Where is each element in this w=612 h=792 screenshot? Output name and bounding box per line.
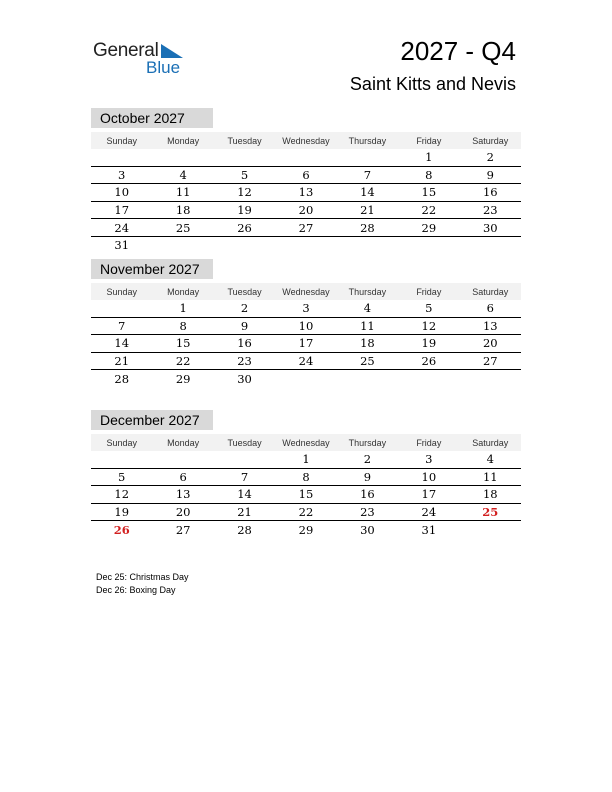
country-subtitle: Saint Kitts and Nevis [349,74,516,94]
empty-day-cell [398,236,459,253]
holiday-day-cell: 26 [113,522,130,537]
day-cell: 26 [214,219,275,237]
day-cell: 4 [152,166,213,184]
day-cell: 2 [337,451,398,468]
day-cell: 28 [337,219,398,237]
empty-day-cell [91,300,152,317]
day-cell: 3 [91,166,152,184]
logo-blue-text: Blue [146,58,181,77]
day-cell: 1 [152,300,213,317]
week-row [91,521,521,538]
day-cell: 16 [460,184,521,202]
day-cell: 29 [175,371,191,386]
day-cell: 4 [460,451,521,468]
holiday-note: Dec 25: Christmas Day [96,572,189,582]
day-cell: 22 [398,201,459,219]
month-october [91,108,521,254]
week-row [91,149,521,166]
empty-day-cell [152,236,213,253]
week-row [91,300,521,317]
day-cell: 5 [214,166,275,184]
empty-day-cell [398,370,459,387]
empty-day-cell [337,370,398,387]
day-cell: 31 [421,522,437,537]
empty-day-cell [214,149,275,166]
day-cell: 21 [91,352,152,370]
empty-day-cell [91,149,152,166]
day-cell: 8 [275,468,336,486]
empty-day-cell [275,370,336,387]
day-cell: 7 [214,468,275,486]
day-cell: 19 [214,201,275,219]
weekday-label: Wednesday [275,132,336,149]
day-cell: 21 [337,201,398,219]
day-cell: 15 [275,486,336,504]
weekday-label: Friday [398,434,459,451]
empty-day-cell [337,149,398,166]
day-cell: 5 [398,300,459,317]
weekday-label: Saturday [460,132,521,149]
calendar-grid [91,434,521,538]
day-cell: 15 [398,184,459,202]
day-cell: 24 [275,352,336,370]
day-cell: 11 [152,184,213,202]
weekday-header-row [91,283,521,300]
logo [93,40,193,80]
day-cell: 9 [460,166,521,184]
day-cell: 13 [460,317,521,335]
day-cell: 20 [460,335,521,353]
day-cell: 16 [337,486,398,504]
day-cell: 11 [460,468,521,486]
day-cell: 12 [214,184,275,202]
day-cell: 27 [275,219,336,237]
day-cell: 31 [114,238,130,253]
day-cell: 28 [237,522,252,537]
weekday-header-row [91,132,521,149]
logo-triangle-icon [161,44,183,58]
day-cell: 14 [91,335,152,353]
weekday-label: Sunday [91,283,152,300]
day-cell: 29 [398,219,459,237]
day-cell: 30 [360,522,375,537]
weekday-label: Wednesday [275,283,336,300]
day-cell: 3 [398,451,459,468]
empty-day-cell [337,236,398,253]
day-cell: 7 [337,166,398,184]
day-cell: 6 [152,468,213,486]
day-cell: 9 [214,317,275,335]
day-cell: 1 [398,149,459,166]
weekday-label: Sunday [91,434,152,451]
day-cell: 17 [398,486,459,504]
calendar-grid [91,283,521,387]
logo-general-text: General [93,40,159,61]
day-cell: 2 [460,149,521,166]
day-cell: 7 [91,317,152,335]
week-row [91,236,521,253]
week-row [91,468,521,486]
day-cell: 10 [398,468,459,486]
month-title: November 2027 [91,259,213,279]
day-cell: 20 [152,503,213,521]
day-cell: 14 [337,184,398,202]
week-row [91,184,521,202]
day-cell: 20 [275,201,336,219]
empty-day-cell [275,236,336,253]
weekday-label: Thursday [337,434,398,451]
empty-day-cell [460,236,521,253]
empty-day-cell [275,149,336,166]
day-cell: 1 [275,451,336,468]
holiday-note: Dec 26: Boxing Day [96,584,176,595]
week-row [91,503,521,521]
day-cell: 23 [460,201,521,219]
day-cell: 24 [398,503,459,521]
empty-day-cell [152,451,213,468]
day-cell: 18 [460,486,521,504]
day-cell: 10 [275,317,336,335]
day-cell: 6 [460,300,521,317]
weekday-label: Thursday [337,132,398,149]
week-row [91,166,521,184]
day-cell: 23 [337,503,398,521]
empty-day-cell [460,521,521,538]
day-cell: 22 [275,503,336,521]
day-cell: 17 [275,335,336,353]
day-cell: 15 [152,335,213,353]
week-row [91,370,521,387]
day-cell: 8 [398,166,459,184]
day-cell: 19 [91,503,152,521]
day-cell: 12 [398,317,459,335]
holiday-notes [96,571,189,596]
weekday-label: Friday [398,283,459,300]
weekday-label: Monday [152,434,213,451]
day-cell: 28 [114,371,130,386]
day-cell: 18 [337,335,398,353]
day-cell: 22 [152,352,213,370]
day-cell: 4 [337,300,398,317]
day-cell: 9 [337,468,398,486]
day-cell: 2 [214,300,275,317]
day-cell: 24 [91,219,152,237]
weekday-label: Tuesday [214,283,275,300]
day-cell: 30 [237,371,252,386]
day-cell: 19 [398,335,459,353]
day-cell: 29 [298,522,314,537]
weekday-label: Monday [152,283,213,300]
day-cell: 13 [275,184,336,202]
day-cell: 18 [152,201,213,219]
day-cell: 16 [214,335,275,353]
weekday-label: Friday [398,132,459,149]
day-cell: 12 [91,486,152,504]
weekday-label: Saturday [460,434,521,451]
day-cell: 10 [91,184,152,202]
week-row [91,201,521,219]
week-row [91,219,521,237]
day-cell: 27 [175,522,191,537]
week-row [91,317,521,335]
week-row [91,335,521,353]
month-title: October 2027 [91,108,213,128]
empty-day-cell [460,370,521,387]
day-cell: 8 [152,317,213,335]
day-cell: 17 [91,201,152,219]
calendar-grid [91,132,521,254]
day-cell: 13 [152,486,213,504]
weekday-header-row [91,434,521,451]
page-title: 2027 - Q4 [400,36,516,66]
month-november [91,259,521,387]
week-row [91,352,521,370]
day-cell: 6 [275,166,336,184]
weekday-label: Saturday [460,283,521,300]
day-cell: 23 [214,352,275,370]
month-title: December 2027 [91,410,213,430]
weekday-label: Monday [152,132,213,149]
month-december [91,410,521,538]
week-row [91,451,521,468]
empty-day-cell [214,451,275,468]
weekday-label: Thursday [337,283,398,300]
weekday-label: Tuesday [214,132,275,149]
day-cell: 27 [460,352,521,370]
holiday-day-cell: 25 [460,503,521,521]
day-cell: 25 [337,352,398,370]
empty-day-cell [214,236,275,253]
empty-day-cell [91,451,152,468]
day-cell: 14 [214,486,275,504]
day-cell: 21 [214,503,275,521]
day-cell: 3 [275,300,336,317]
weekday-label: Sunday [91,132,152,149]
week-row [91,486,521,504]
day-cell: 11 [337,317,398,335]
day-cell: 25 [152,219,213,237]
day-cell: 26 [398,352,459,370]
empty-day-cell [152,149,213,166]
weekday-label: Wednesday [275,434,336,451]
day-cell: 30 [460,219,521,237]
weekday-label: Tuesday [214,434,275,451]
day-cell: 5 [91,468,152,486]
